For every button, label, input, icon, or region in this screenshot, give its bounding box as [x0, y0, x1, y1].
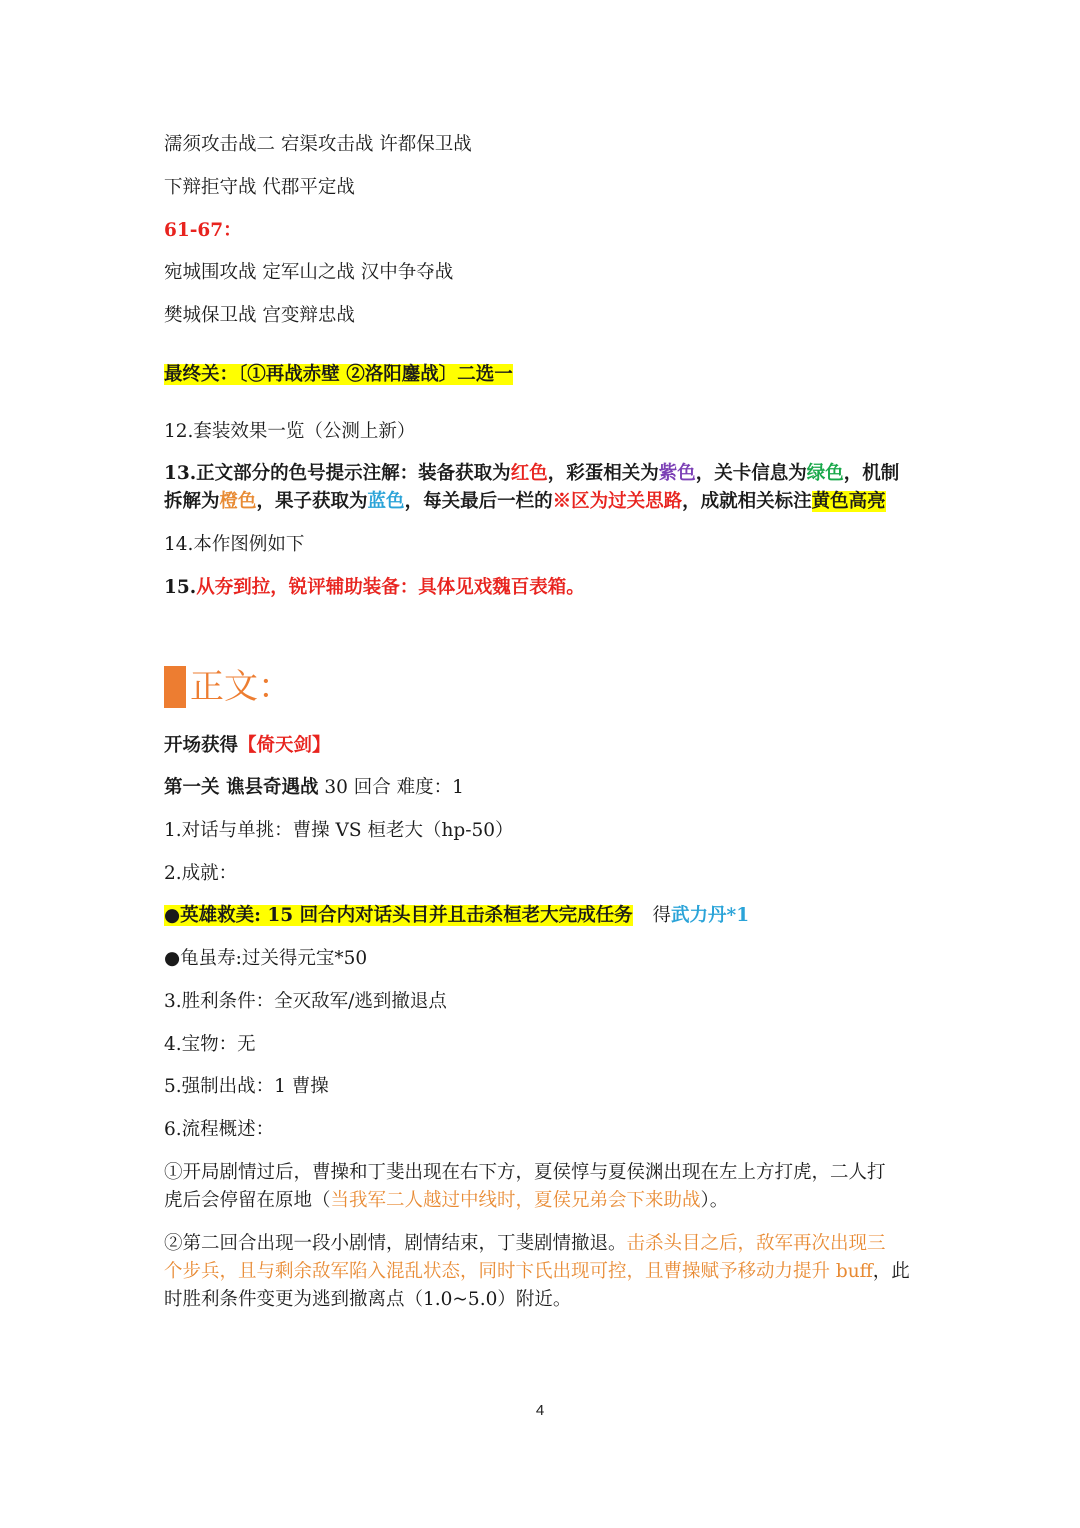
- battle-list-line: 宛城围攻战 定军山之战 汉中争夺战: [164, 262, 454, 283]
- stage-title: [164, 774, 464, 802]
- flow-2-line2: [164, 1258, 910, 1286]
- text-span: ，彩蛋相关为: [547, 463, 659, 484]
- opening-item-name: 【倚天剑】: [238, 735, 331, 756]
- item-15-text: 从夯到拉，锐评辅助装备：具体见戏魏百表箱。: [196, 577, 585, 598]
- flow-1-line1: ①开局剧情过后，曹操和丁斐出现在右下方，夏侯惇与夏侯渊出现在左上方打虎，二人打: [164, 1162, 886, 1183]
- item-13-line1: [164, 460, 899, 488]
- opening-item: [164, 732, 331, 760]
- color-red-label: 红色: [510, 463, 548, 484]
- flow-2-mechanic: 个步兵，且与剩余敌军陷入混乱状态，同时卞氏出现可控，且曹操赋予移动力提升 buff: [164, 1261, 873, 1282]
- color-yellow-label: 黄色高亮: [811, 491, 886, 512]
- item-15-number: 15.: [164, 577, 197, 598]
- text-span: 虎后会停留在原地（: [164, 1190, 331, 1211]
- forced-deploy: 5.强制出战：1 曹操: [164, 1076, 329, 1097]
- achievement-1-text: ●英雄救美: 15 回合内对话头目并且击杀桓老大完成任务: [164, 905, 633, 926]
- battle-list-line: 下辩拒守战 代郡平定战: [164, 177, 355, 198]
- page-number: 4: [535, 1402, 545, 1419]
- flow-2-line1: [164, 1230, 886, 1258]
- achievement-2: ●龟虽寿:过关得元宝*50: [164, 948, 368, 969]
- section-heading: [164, 664, 292, 710]
- treasure: 4.宝物：无: [164, 1034, 256, 1055]
- stage-duel: 1.对话与单挑：曹操 VS 桓老大（hp-50）: [164, 820, 514, 841]
- heading-bar: [164, 666, 186, 708]
- stage-name: 第一关 谯县奇遇战: [164, 777, 319, 798]
- flow-1-mechanic: 当我军二人越过中线时，夏侯兄弟会下来助战: [330, 1190, 701, 1211]
- achievement-1-reward: 武力丹*1: [671, 905, 750, 926]
- achievement-1: [164, 902, 749, 930]
- flow-label: 6.流程概述：: [164, 1119, 275, 1140]
- text-span: ，果子获取为: [256, 491, 368, 512]
- color-blue-label: 蓝色: [367, 491, 405, 512]
- text-span: ，每关最后一栏的: [404, 491, 553, 512]
- reward-prefix: 得: [652, 905, 672, 926]
- color-purple-label: 紫色: [658, 463, 696, 484]
- flow-2-line3: 时胜利条件变更为逃到撤离点（1.0~5.0）附近。: [164, 1289, 572, 1310]
- text-span: ，关卡信息为: [695, 463, 807, 484]
- text-span: 拆解为: [164, 491, 220, 512]
- item-14: 14.本作图例如下: [164, 534, 305, 555]
- achievements-label: 2.成就：: [164, 863, 238, 884]
- section-title: 正文：: [190, 667, 292, 707]
- zone-label: ※区为过关思路: [552, 491, 683, 512]
- item-12: 12.套装效果一览（公测上新）: [164, 421, 416, 442]
- text-span: ，成就相关标注: [682, 491, 812, 512]
- final-stage: [164, 361, 513, 389]
- text-span: 13.正文部分的色号提示注解：装备获取为: [164, 463, 511, 484]
- color-orange-label: 橙色: [219, 491, 257, 512]
- item-15: [164, 574, 585, 602]
- range-label: 61-67：: [164, 220, 242, 241]
- flow-1-line2: [164, 1187, 728, 1215]
- opening-label: 开场获得: [164, 735, 239, 756]
- final-stage-text: 最终关：〔①再战赤壁 ②洛阳鏖战〕二选一: [164, 364, 513, 385]
- battle-list-line: 濡须攻击战二 宕渠攻击战 许都保卫战: [164, 134, 472, 155]
- flow-2-mechanic: 击杀头目之后，敌军再次出现三: [626, 1233, 886, 1254]
- text-span: ）。: [700, 1190, 729, 1211]
- battle-list-line: 樊城保卫战 宫变辩忠战: [164, 305, 355, 326]
- victory-condition: 3.胜利条件：全灭敌军/逃到撤退点: [164, 991, 447, 1012]
- text-span: ②第二回合出现一段小剧情，剧情结束，丁斐剧情撤退。: [164, 1233, 627, 1254]
- stage-rounds: 30 回合 难度：1: [324, 777, 464, 798]
- text-span: ，此: [872, 1261, 910, 1282]
- item-13-line2: [164, 488, 886, 516]
- text-span: ，机制: [843, 463, 900, 484]
- color-green-label: 绿色: [806, 463, 844, 484]
